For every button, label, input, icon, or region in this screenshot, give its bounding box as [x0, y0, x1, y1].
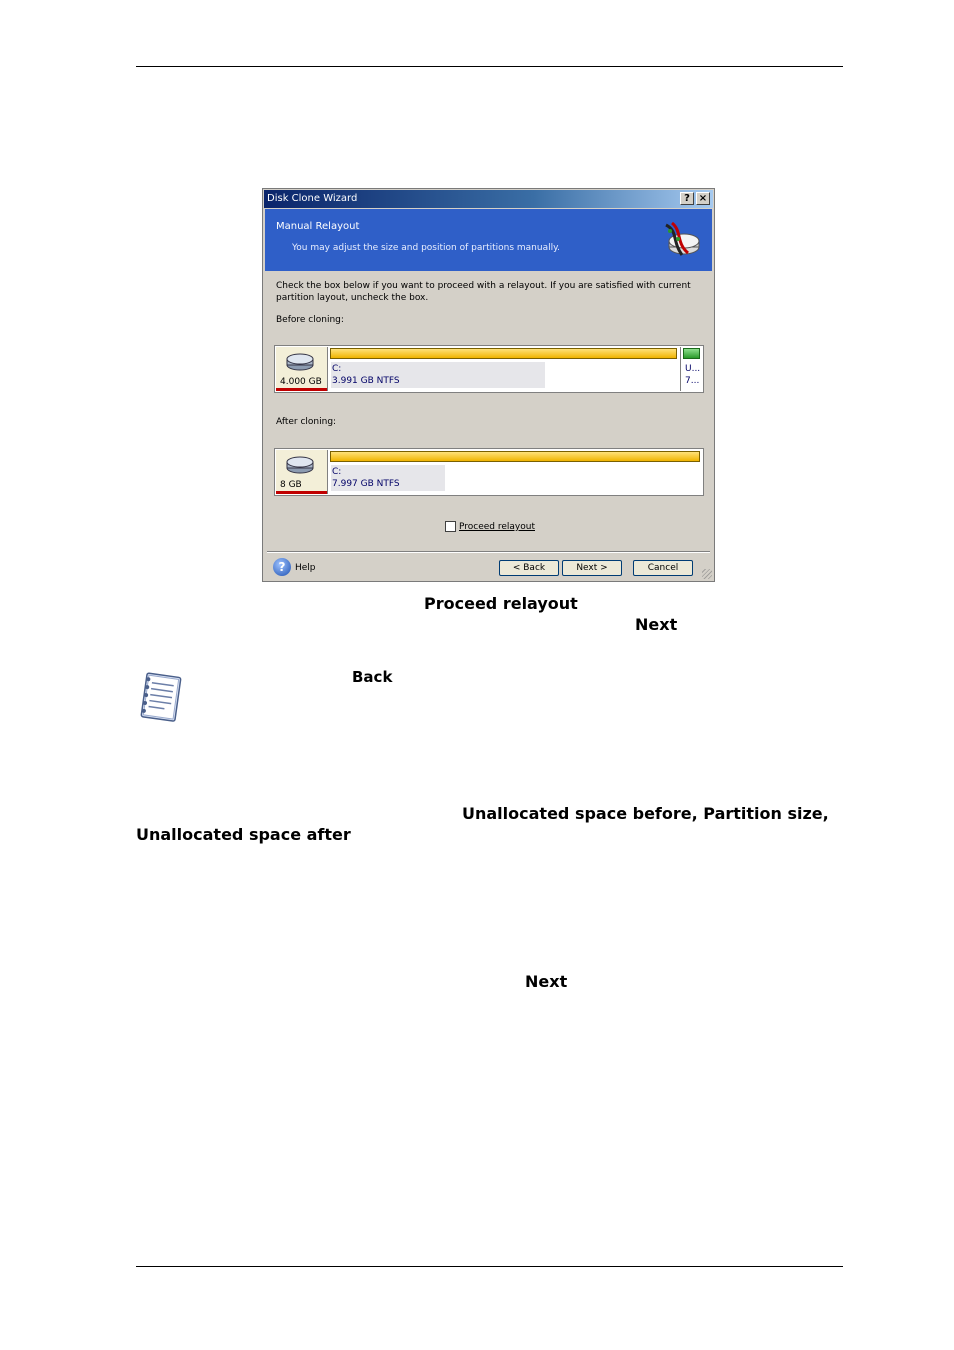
before-disk-size: 4.000 GB: [280, 377, 322, 387]
after-cloning-label: After cloning:: [276, 417, 337, 427]
before-partition-info: 3.991 GB NTFS: [332, 376, 400, 386]
back-button[interactable]: < Back: [499, 560, 559, 576]
after-disk-row[interactable]: [274, 448, 704, 496]
before-cloning-label: Before cloning:: [276, 315, 344, 325]
before-partition-name: C:: [332, 364, 342, 374]
banner-heading: Manual Relayout: [276, 221, 360, 232]
next-button[interactable]: Next >: [562, 560, 622, 576]
resize-grip[interactable]: [702, 569, 712, 579]
after-partition-name: C:: [332, 467, 342, 477]
note-notepad-icon: [134, 669, 186, 725]
wizard-banner: [265, 209, 712, 271]
before-disk-icon-cell: [276, 347, 328, 391]
doc-back: Back: [352, 668, 393, 686]
doc-next-2: Next: [525, 972, 568, 991]
banner-subtitle: You may adjust the size and position of partitions manually.: [292, 243, 560, 253]
titlebar-help-button[interactable]: ?: [680, 192, 694, 205]
unalloc-label-2: 7...: [685, 376, 700, 386]
after-disk-size: 8 GB: [280, 480, 302, 490]
doc-unallocated-line1: Unallocated space before, Partition size,: [462, 804, 829, 823]
partition-bar: [330, 451, 700, 462]
help-link[interactable]: Help: [295, 563, 316, 573]
hard-drive-icon: [284, 353, 316, 371]
unallocated-bar: [683, 348, 700, 359]
partition-bar: [330, 348, 677, 359]
help-icon[interactable]: ?: [273, 558, 291, 576]
dialog-titlebar: [264, 190, 713, 208]
footer-rule: [136, 1266, 843, 1267]
disk-clone-logo-icon: [658, 217, 702, 261]
doc-unallocated-line2: Unallocated space after: [136, 825, 351, 844]
proceed-relayout-checkbox[interactable]: [445, 521, 456, 532]
before-unallocated-space[interactable]: [680, 347, 703, 391]
hard-drive-icon: [284, 456, 316, 474]
doc-proceed-relayout: Proceed relayout: [424, 594, 578, 613]
disk-clone-wizard-dialog: [262, 188, 715, 582]
after-partition-c[interactable]: [328, 450, 702, 494]
footer-separator: [267, 551, 710, 553]
dialog-title: Disk Clone Wizard: [267, 193, 358, 204]
before-disk-row[interactable]: [274, 345, 704, 393]
disk-underline: [276, 388, 327, 391]
unalloc-label-1: U...: [685, 364, 701, 374]
disk-underline: [276, 491, 327, 494]
instructions-text: Check the box below if you want to proceed with a relayout. If you are satisfied with current partition layout, uncheck the box.: [276, 281, 691, 303]
before-partition-c[interactable]: [328, 347, 679, 391]
cancel-button[interactable]: Cancel: [633, 560, 693, 576]
proceed-relayout-label[interactable]: Proceed relayout: [459, 522, 535, 532]
header-rule: [136, 66, 843, 67]
after-disk-icon-cell: [276, 450, 328, 494]
titlebar-close-button[interactable]: ×: [696, 192, 710, 205]
doc-next-1: Next: [635, 615, 678, 634]
after-partition-info: 7.997 GB NTFS: [332, 479, 400, 489]
